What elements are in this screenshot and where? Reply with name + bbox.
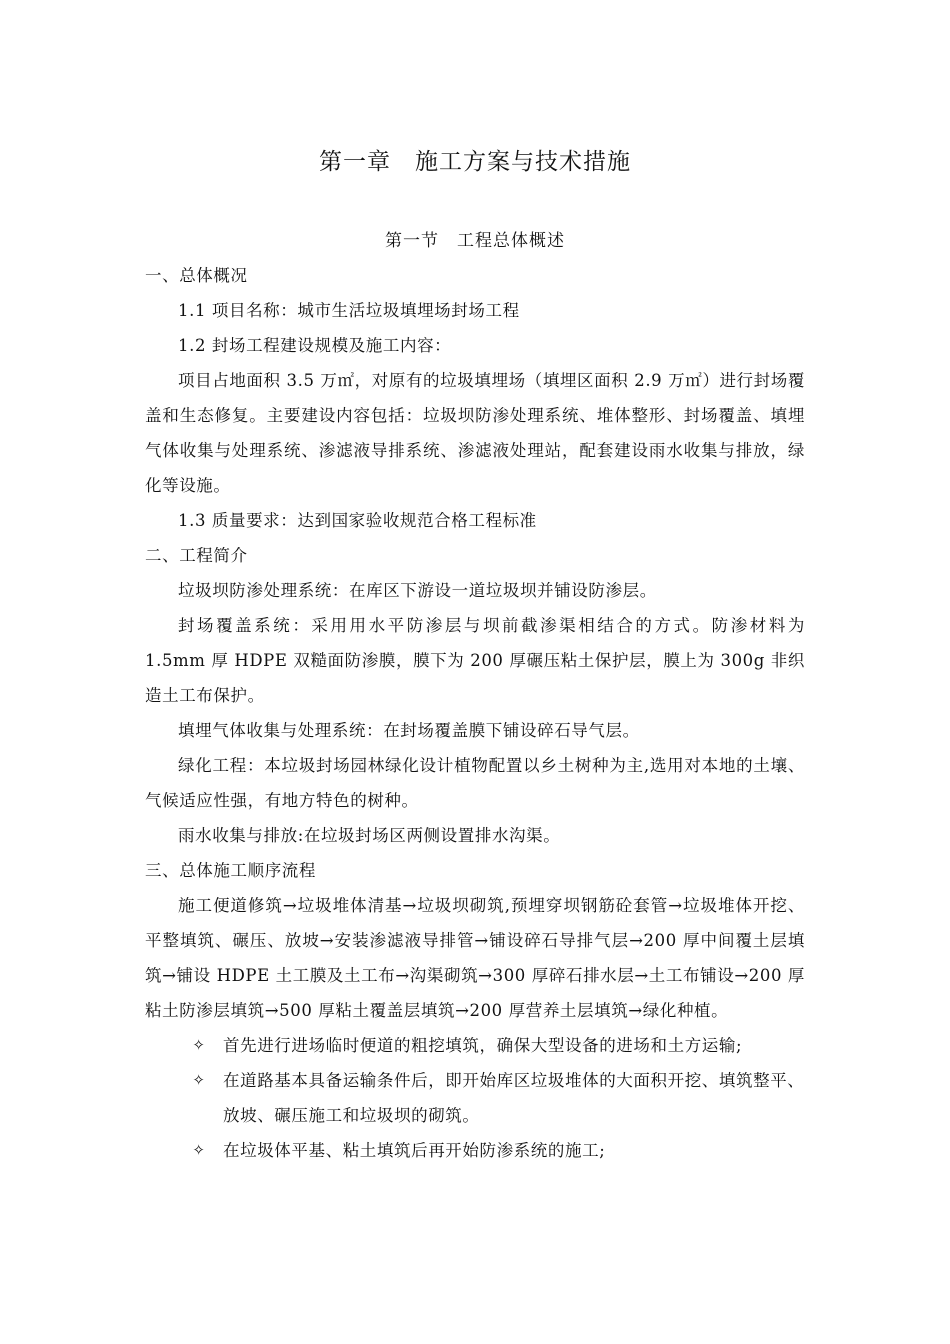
scope-item: 1.2 封场工程建设规模及施工内容： xyxy=(178,336,452,355)
document-body xyxy=(145,258,805,1168)
list-item-text: 首先进行进场临时便道的粗挖填筑，确保大型设备的进场和土方运输; xyxy=(223,1036,743,1055)
bullet-list xyxy=(145,1028,805,1168)
cover-system-paragraph: 封场覆盖系统：采用用水平防渗层与坝前截渗渠相结合的方式。防渗材料为 1.5mm 厚 HDPE 双糙面防渗膜，膜下为 200 厚碾压粘土保护层，膜上为 300g 非织造土工布保护。 xyxy=(145,616,805,705)
diamond-star-icon: ✧ xyxy=(192,1036,206,1054)
diamond-star-icon: ✧ xyxy=(192,1071,206,1089)
list-item-text: 在道路基本具备运输条件后，即开始库区垃圾堆体的大面积开挖、填筑整平、放坡、碾压施工和垃圾坝的砌筑。 xyxy=(223,1071,805,1125)
process-heading: 三、总体施工顺序流程 xyxy=(145,861,316,880)
gas-collection-paragraph: 填埋气体收集与处理系统：在封场覆盖膜下铺设碎石导气层。 xyxy=(178,721,640,740)
chapter-title: 第一章 施工方案与技术措施 xyxy=(319,149,631,175)
dam-seepage-paragraph: 垃圾坝防渗处理系统：在库区下游设一道垃圾坝并铺设防渗层。 xyxy=(178,581,657,600)
greening-paragraph: 绿化工程：本垃圾封场园林绿化设计植物配置以乡土树种为主,选用对本地的土壤、气候适应性强，有地方特色的树种。 xyxy=(145,756,805,810)
list-item xyxy=(145,1063,805,1133)
quality-item: 1.3 质量要求：达到国家验收规范合格工程标准 xyxy=(178,511,537,530)
diamond-star-icon: ✧ xyxy=(192,1141,206,1159)
scope-paragraph: 项目占地面积 3.5 万㎡，对原有的垃圾填埋场（填埋区面积 2.9 万㎡）进行封场覆盖和生态修复。主要建设内容包括：垃圾坝防渗处理系统、堆体整形、封场覆盖、填埋气体收集与处理系统、渗滤液导排系统、渗滤液处理站，配套建设雨水收集与排放，绿化等设施。 xyxy=(145,371,805,495)
project-name-item: 1.1 项目名称：城市生活垃圾填埋场封场工程 xyxy=(178,301,520,320)
list-item-text: 在垃圾体平基、粘土填筑后再开始防渗系统的施工; xyxy=(223,1141,606,1160)
section-title: 第一节 工程总体概述 xyxy=(385,231,565,251)
intro-heading: 二、工程简介 xyxy=(145,546,248,565)
list-item xyxy=(145,1133,805,1168)
rainwater-paragraph: 雨水收集与排放:在垃圾封场区两侧设置排水沟渠。 xyxy=(178,826,561,845)
overview-heading: 一、总体概况 xyxy=(145,266,248,285)
list-item xyxy=(145,1028,805,1063)
process-flow-paragraph: 施工便道修筑→垃圾堆体清基→垃圾坝砌筑,预埋穿坝钢筋砼套管→垃圾堆体开挖、平整填筑、碾压、放坡→安装渗滤液导排管→铺设碎石导排气层→200 厚中间覆土层填筑→铺设 HDPE 土工膜及土工布→沟渠砌筑→300 厚碎石排水层→土工布铺设→200 厚粘土防渗层填筑→500 厚粘土覆盖层填筑→200 厚营养土层填筑→绿化种植。 xyxy=(145,896,805,1020)
